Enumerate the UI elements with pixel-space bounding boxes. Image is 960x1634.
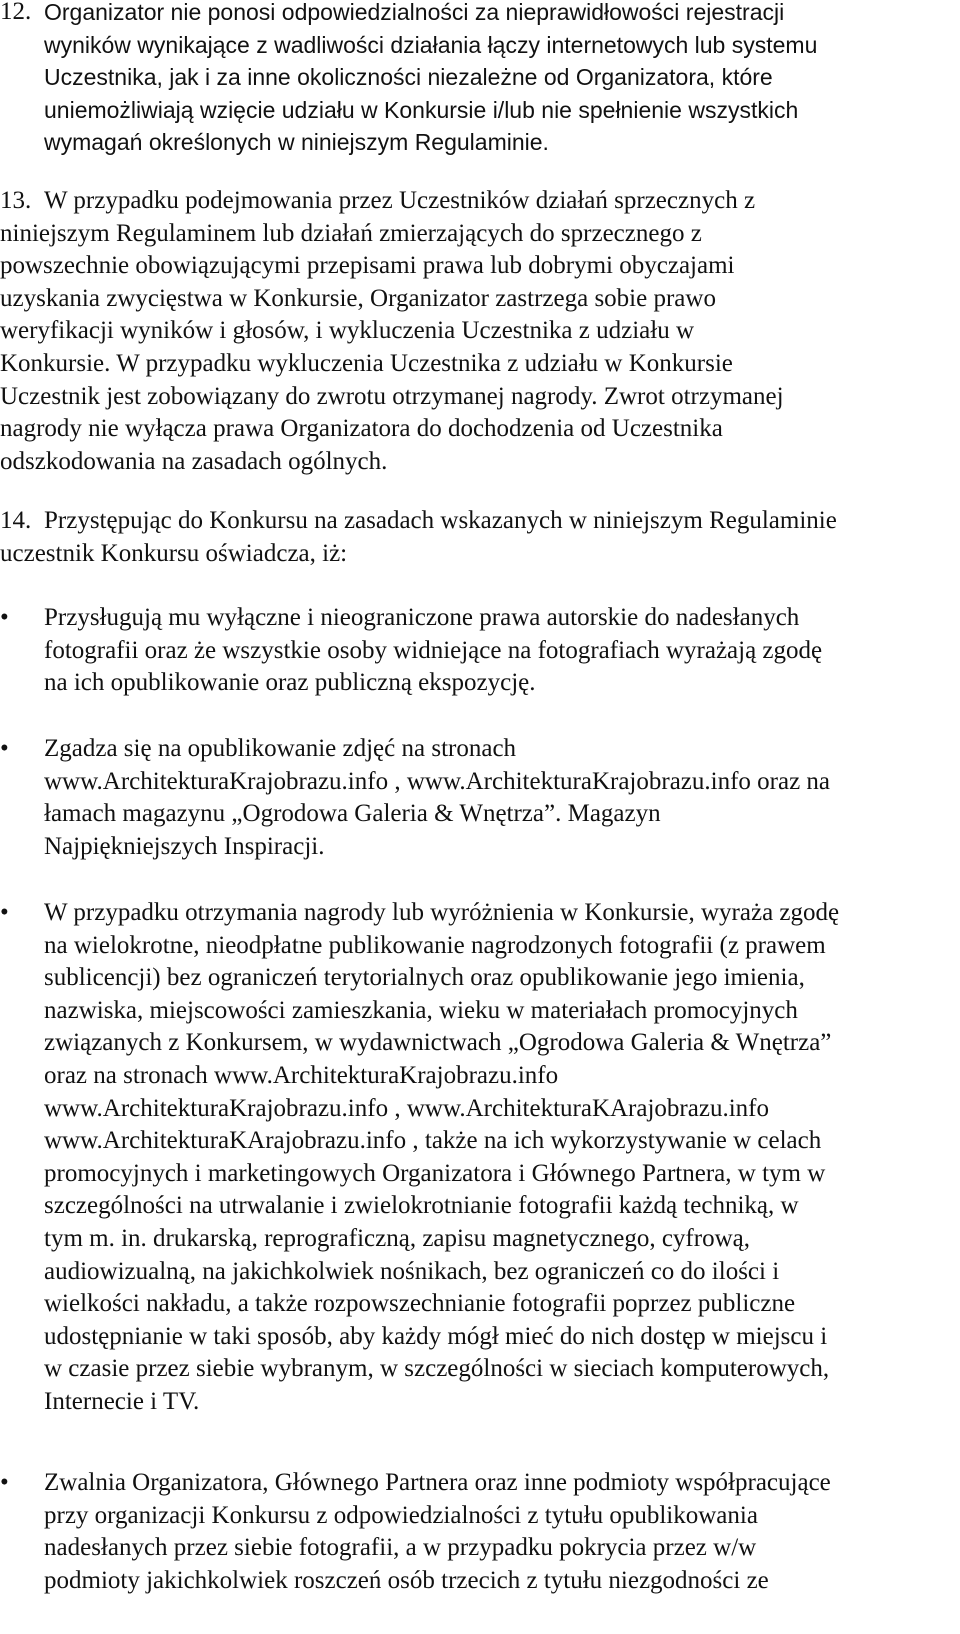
text-line: oraz na stronach www.ArchitekturaKrajobrazu.info bbox=[44, 1061, 559, 1089]
section-text bbox=[0, 505, 940, 570]
text-line: podmioty jakichkolwiek roszczeń osób trzecich z tytułu niezgodności ze bbox=[44, 1566, 769, 1594]
text-line: Konkursie. W przypadku wykluczenia Uczestnika z udziału w Konkursie bbox=[0, 349, 733, 377]
bullet-text bbox=[0, 733, 940, 863]
text-line: wielkości nakładu, a także rozpowszechnianie fotografii poprzez publiczne bbox=[44, 1290, 796, 1318]
text-line: szczególności na utrwalanie i zwielokrotnianie fotografii każdą techniką, w bbox=[44, 1192, 799, 1220]
text-line: www.ArchitekturaKArajobrazu.info , także na ich wykorzystywanie w celach bbox=[44, 1127, 822, 1155]
text-line: Uczestnik jest zobowiązany do zwrotu otrzymanej nagrody. Zwrot otrzymanej bbox=[0, 382, 784, 410]
section-number: 14. bbox=[0, 507, 32, 534]
section-14 bbox=[0, 505, 940, 570]
text-line: Zwalnia Organizatora, Głównego Partnera oraz inne podmioty współpracujące bbox=[44, 1469, 831, 1496]
text-line: powszechnie obowiązującymi przepisami prawa lub dobrymi obyczajami bbox=[0, 252, 735, 280]
text-line: Zgadza się na opublikowanie zdjęć na stronach bbox=[44, 735, 517, 762]
text-line: niniejszym Regulaminem lub działań zmierzających do sprzecznego z bbox=[0, 219, 702, 247]
text-line: odszkodowania na zasadach ogólnych. bbox=[0, 447, 388, 475]
text-line: udostępnianie w taki sposób, aby każdy mógł mieć do nich dostęp w miejscu i bbox=[44, 1322, 828, 1350]
text-line: związanych z Konkursem, w wydawnictwach „Ogrodowa Galeria & Wnętrza” bbox=[44, 1029, 832, 1057]
text-line: W przypadku podejmowania przez Uczestników działań sprzecznych z bbox=[44, 187, 756, 214]
text-line: nazwiska, miejscowości zamieszkania, wieku w materiałach promocyjnych bbox=[44, 996, 798, 1024]
section-12 bbox=[0, 0, 940, 159]
text-line: nadesłanych przez siebie fotografii, a w przypadku pokrycia przez w/w bbox=[44, 1534, 757, 1562]
text-line: Najpiękniejszych Inspiracji. bbox=[44, 832, 325, 860]
section-number: 12. bbox=[0, 0, 32, 25]
bullet-icon: • bbox=[0, 899, 9, 926]
bullet-text bbox=[0, 602, 940, 700]
text-line: uniemożliwiają wzięcie udziału w Konkursie i/lub nie spełnienie wszystkich bbox=[44, 96, 799, 123]
bullet-item bbox=[0, 733, 940, 863]
bullet-item bbox=[0, 1467, 940, 1597]
section-text bbox=[0, 0, 940, 159]
bullet-icon: • bbox=[0, 1469, 9, 1496]
section-text bbox=[0, 185, 940, 478]
text-line: sublicencji) bez ograniczeń terytorialnych oraz opublikowanie jego imienia, bbox=[44, 964, 805, 992]
text-line: na wielokrotne, nieodpłatne publikowanie nagrodzonych fotografii (z prawem bbox=[44, 931, 826, 959]
text-line: wymagań określonych w niniejszym Regulaminie. bbox=[44, 129, 549, 156]
bullet-text bbox=[0, 1467, 940, 1597]
text-line: na ich opublikowanie oraz publiczną ekspozycję. bbox=[44, 669, 536, 697]
text-line: Organizator nie ponosi odpowiedzialności za nieprawidłowości rejestracji bbox=[44, 0, 785, 25]
text-line: www.ArchitekturaKrajobrazu.info , www.ArchitekturaKrajobrazu.info oraz na bbox=[44, 767, 831, 795]
text-line: www.ArchitekturaKrajobrazu.info , www.ArchitekturaKArajobrazu.info bbox=[44, 1094, 769, 1122]
section-13 bbox=[0, 185, 940, 478]
text-line: fotografii oraz że wszystkie osoby widniejące na fotografiach wyrażają zgodę bbox=[44, 636, 823, 664]
text-line: weryfikacji wyników i głosów, i wykluczenia Uczestnika z udziału w bbox=[0, 317, 695, 345]
text-line: uczestnik Konkursu oświadcza, iż: bbox=[0, 539, 348, 567]
bullet-icon: • bbox=[0, 604, 9, 631]
bullet-icon: • bbox=[0, 735, 9, 762]
bullet-item bbox=[0, 602, 940, 700]
text-line: Przystępując do Konkursu na zasadach wskazanych w niniejszym Regulaminie bbox=[44, 507, 837, 534]
text-line: Uczestnika, jak i za inne okoliczności niezależne od Organizatora, które bbox=[44, 64, 773, 91]
text-line: w czasie przez siebie wybranym, w szczególności w sieciach komputerowych, bbox=[44, 1355, 830, 1383]
text-line: łamach magazynu „Ogrodowa Galeria & Wnętrza”. Magazyn bbox=[44, 800, 661, 828]
bullet-text bbox=[0, 897, 940, 1419]
text-line: wyników wynikające z wadliwości działania łączy internetowych lub systemu bbox=[44, 31, 818, 58]
section-number: 13. bbox=[0, 187, 32, 214]
text-line: uzyskania zwycięstwa w Konkursie, Organizator zastrzega sobie prawo bbox=[0, 284, 716, 312]
text-line: audiowizualną, na jakichkolwiek nośnikach, bez ograniczeń co do ilości i bbox=[44, 1257, 780, 1285]
text-line: przy organizacji Konkursu z odpowiedzialności z tytułu opublikowania bbox=[44, 1501, 758, 1529]
text-line: tym m. in. drukarską, reprograficzną, zapisu magnetycznego, cyfrową, bbox=[44, 1224, 750, 1252]
text-line: W przypadku otrzymania nagrody lub wyróżnienia w Konkursie, wyraża zgodę bbox=[44, 899, 840, 926]
text-line: Przysługują mu wyłączne i nieograniczone prawa autorskie do nadesłanych bbox=[44, 604, 800, 631]
bullet-item bbox=[0, 897, 940, 1419]
text-line: Internecie i TV. bbox=[44, 1387, 200, 1415]
text-line: promocyjnych i marketingowych Organizatora i Głównego Partnera, w tym w bbox=[44, 1159, 826, 1187]
text-line: nagrody nie wyłącza prawa Organizatora do dochodzenia od Uczestnika bbox=[0, 415, 723, 443]
